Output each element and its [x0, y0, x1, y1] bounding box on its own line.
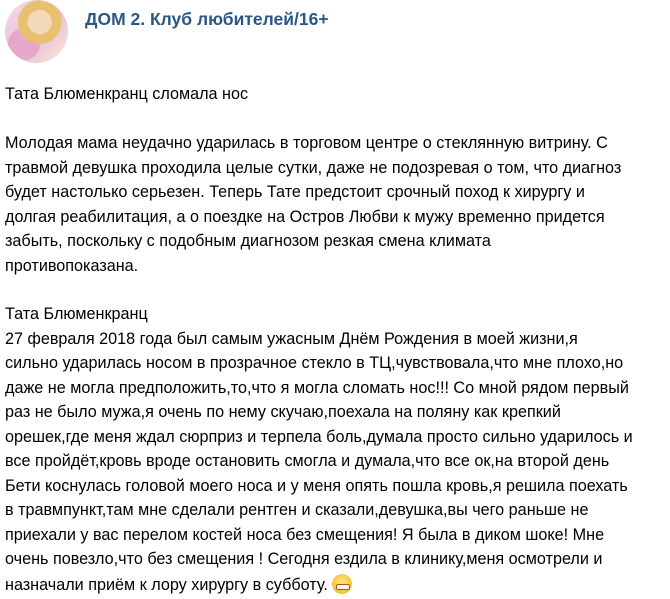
quote-line: сильно ударилась носом в прозрачное стекло в ТЦ,чувствовала,что мне плохо,но	[5, 354, 624, 372]
quote-line: приехали у вас перелом костей носа без смещения! Я была в диком шоке! Мне	[5, 525, 605, 544]
intro-line: долгая реабилитация, а о поездке на Остров Любви к мужу временно придется	[5, 207, 605, 226]
intro-line: будет настолько серьезен. Теперь Тате предстоит срочный поход к хирургу и	[5, 183, 585, 201]
quote-line: раз не было мужа,я очень по нему скучаю,поехала на поляну как крепкий	[5, 403, 561, 421]
quote-line: орешек,где меня ждал сюрприз и терпела боль,думала просто сильно ударилось и	[5, 427, 633, 446]
group-avatar[interactable]	[5, 0, 68, 63]
intro-line: травмой девушка проходила целые сутки, даже не подозревая о том, что диагноз	[5, 158, 622, 177]
quote-line: в травмпункт,там мне сделали рентген и сказали,девушка,вы чего раньше не	[5, 501, 589, 519]
intro-line: забыть, поскольку с подобным диагнозом резкая смена климата	[5, 232, 491, 250]
intro-line: противопоказана.	[5, 256, 139, 275]
quote-line: Бети коснулась головой моего носа и у меня опять пошла кровь,я решила поехать	[5, 476, 628, 495]
quote-line: 27 февраля 2018 года был самым ужасным Днём Рождения в моей жизни,я	[5, 329, 578, 348]
quote-author: Тата Блюменкранц	[5, 305, 148, 323]
group-name-link[interactable]: ДОМ 2. Клуб любителей/16+	[85, 9, 329, 29]
intro-line: Молодая мама неудачно ударилась в торговом центре о стеклянную витрину. С	[5, 134, 608, 152]
quote-line: даже не могла предположить,то,что я могла сломать нос!!! Со мной рядом первый	[5, 378, 629, 397]
quote-line: очень повезло,что без смещения ! Сегодня ездила в клинику,меня осмотрели и	[5, 550, 603, 568]
quote-line: все пройдёт,кровь вроде остановить смогла и думала,что все ок,на второй день	[5, 452, 610, 470]
post-headline: Тата Блюменкранц сломала нос	[5, 85, 249, 103]
grimacing-face-emoji-icon	[332, 574, 352, 594]
quote-last-line	[5, 574, 352, 595]
quote-line-text: назначали приём к лору хирургу в субботу.	[5, 575, 328, 594]
